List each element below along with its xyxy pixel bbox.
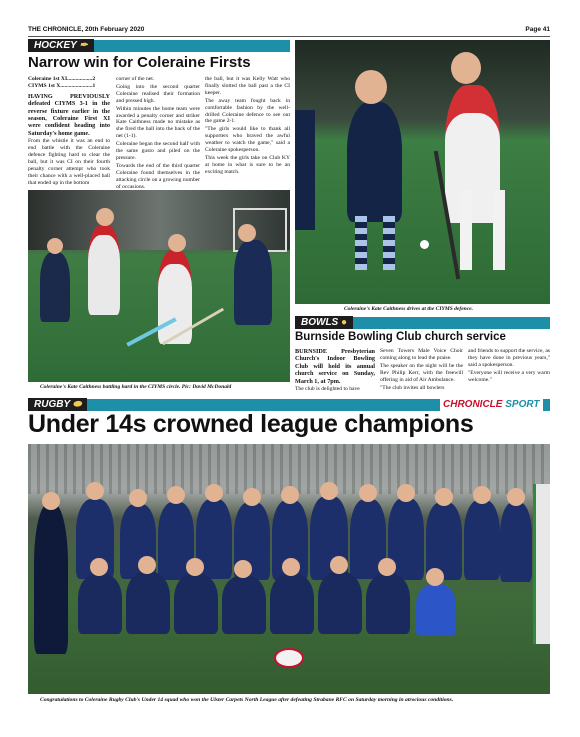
hockey-result-away: CIYMS 1st X.......................1 (28, 82, 96, 89)
player-sock (493, 190, 505, 270)
player-head (435, 488, 453, 506)
bowls-paragraph: Seven Towers Male Voice Choir coming along to lead the praise. (380, 348, 463, 361)
player-head (426, 568, 444, 586)
bowls-paragraph: "The club invites all bowlers (380, 384, 445, 391)
hockey-column-1 (28, 76, 110, 188)
hockey-photo-right (295, 40, 550, 304)
child-blue-jacket (416, 584, 456, 636)
rugby-player (464, 500, 500, 580)
player-head (473, 486, 491, 504)
bowls-column-3 (468, 348, 550, 385)
player-head (90, 558, 108, 576)
player-head (330, 556, 348, 574)
player-head (320, 482, 338, 500)
player-sock (460, 190, 472, 270)
player-head (282, 558, 300, 576)
rugby-ball (274, 648, 304, 668)
bowls-ball-icon: ● (341, 317, 348, 328)
brand-sport: SPORT (505, 399, 540, 410)
hockey-stick-icon: ✒ (79, 40, 88, 51)
player-head (86, 482, 104, 500)
brand-chronicle: CHRONICLE (443, 399, 503, 410)
player-head (507, 488, 525, 506)
player-head (205, 484, 223, 502)
hockey-column-3 (205, 76, 290, 177)
hockey-paragraph: the ball, but it was Kelly Watt who finally slotted the ball past a the CI keeper. (205, 76, 290, 96)
player-sock (355, 210, 367, 270)
player-head (168, 234, 186, 252)
hockey-paragraph: Towards the end of the third quarter Coleraine found themselves in the attacking circle on a growing number of occasions. (116, 162, 200, 190)
player-navy-partial (295, 110, 315, 230)
bowls-column-1 (295, 348, 375, 394)
bowls-paragraph: "Everyone will receive a very warm welcome." (468, 369, 550, 383)
hockey-caption-left: Coleraine's Kate Caithness battling hard in the CIYMS circle. Pic: David McDonald (40, 384, 232, 390)
rugby-player (500, 502, 532, 582)
player-navy (347, 102, 402, 222)
player-head (138, 556, 156, 574)
player-red-white (445, 85, 500, 223)
player-head (42, 492, 60, 510)
player-sock (383, 210, 395, 270)
page-masthead (28, 26, 550, 36)
rugby-player-front (318, 572, 362, 634)
rugby-player-front (366, 574, 410, 634)
hockey-lead-paragraph: HAVING PREVIOUSLY defeated CIYMS 3-1 in the reverse fixture earlier in the season, Coleraine First XI were confident heading into Saturday's home game. (28, 92, 110, 137)
bowls-tag-label: BOWLS (301, 317, 339, 328)
rugby-player-front (78, 574, 122, 634)
player-head (238, 224, 256, 242)
player-head (355, 70, 387, 104)
hockey-ball (420, 240, 429, 249)
rugby-caption: Congratulations to Coleraine Rugby Club's Under 14 squad who won the Ulster Carpets North League after defeating Strabane RFC on Saturday morning in atrocious conditions. (40, 697, 454, 703)
player-head (359, 484, 377, 502)
page-number: Page 41 (525, 26, 550, 33)
player-head (397, 484, 415, 502)
hockey-paragraph: The away team fought back in comfortable fashion by the well-drilled Coleraine defence to see out the game 2-1. (205, 97, 290, 125)
hockey-paragraph: Within minutes the home team were awarded a penalty corner and striker Kate Caithness made no mistake as she fired the ball into the back of the net (1-1). (116, 105, 200, 140)
player-head (234, 560, 252, 578)
rugby-player-front (126, 572, 170, 634)
hockey-column-2 (116, 76, 200, 199)
player-head (47, 238, 63, 254)
rugby-player-front (222, 576, 266, 634)
bowls-column-2 (380, 348, 463, 392)
hockey-paragraph: From the whistle it was an end to end battle with the Coleraine defence fighting hard to clear the ball, but it was CI on their fourth penalty corner attempt who took their chance with a well-placed ball that ended up in the bottom (28, 138, 110, 186)
pitch-side-banner (533, 484, 550, 644)
rugby-tag-label: RUGBY (34, 399, 70, 410)
bowls-section-tag (295, 316, 353, 329)
player-head (243, 488, 261, 506)
rugby-player-front (270, 574, 314, 634)
player-navy (234, 240, 272, 325)
hockey-paragraph: corner of the net. (116, 76, 155, 82)
bowls-paragraph: and friends to support the service, as they have done in previous years," said a spokesperson. (468, 348, 550, 368)
bowls-lead-paragraph: BURNSIDE Presbyterian Church's Indoor Bowling Club will hold its annual church service on Sunday, March 1, at 7pm. (295, 348, 375, 385)
player-head (186, 558, 204, 576)
hockey-tag-label: HOCKEY (34, 40, 77, 51)
bowls-paragraph: The speaker on the night will be the Rev Philip Kerr, with the freewill offering in aid of Air Ambulance. (380, 362, 463, 383)
hockey-paragraph: Going into the second quarter Coleraine realised their formation and pressed high. (116, 83, 200, 104)
hockey-result-home: Coleraine 1st XI..................2 (28, 76, 96, 82)
coach-navy-jacket (34, 504, 68, 654)
publication-date: THE CHRONICLE, 20th February 2020 (28, 26, 145, 33)
player-head (129, 489, 147, 507)
player-head (378, 558, 396, 576)
player-red-white (88, 225, 120, 315)
player-head (96, 208, 114, 226)
hockey-paragraph: "The girls would like to thank all supporters who braved the awful weather to watch the game," said a Coleraine spokesperson. (205, 126, 290, 154)
player-head (451, 52, 481, 84)
rugby-team-photo (28, 444, 550, 694)
bowls-paragraph: The club is delighted to have (295, 386, 360, 393)
rugby-headline: Under 14s crowned league champions (28, 410, 474, 438)
hockey-section-tag (28, 39, 94, 52)
player-navy (40, 252, 70, 322)
masthead-rule (28, 36, 550, 37)
bowls-headline: Burnside Bowling Club church service (295, 331, 506, 343)
player-head (281, 486, 299, 504)
hockey-paragraph: This week the girls take on Club KY at home in what is sure to be an exciting match. (205, 154, 290, 175)
hockey-paragraph: Coleraine began the second half with the same gusto and piled on the pressure. (116, 141, 200, 161)
hockey-caption-right: Coleraine's Kate Caithness drives at the CIYMS defence. (344, 306, 473, 312)
hockey-headline: Narrow win for Coleraine Firsts (28, 54, 251, 71)
player-head (167, 486, 185, 504)
rugby-ball-icon: ⬬ (72, 399, 82, 410)
rugby-player-front (174, 574, 218, 634)
hockey-photo-left (28, 190, 290, 382)
